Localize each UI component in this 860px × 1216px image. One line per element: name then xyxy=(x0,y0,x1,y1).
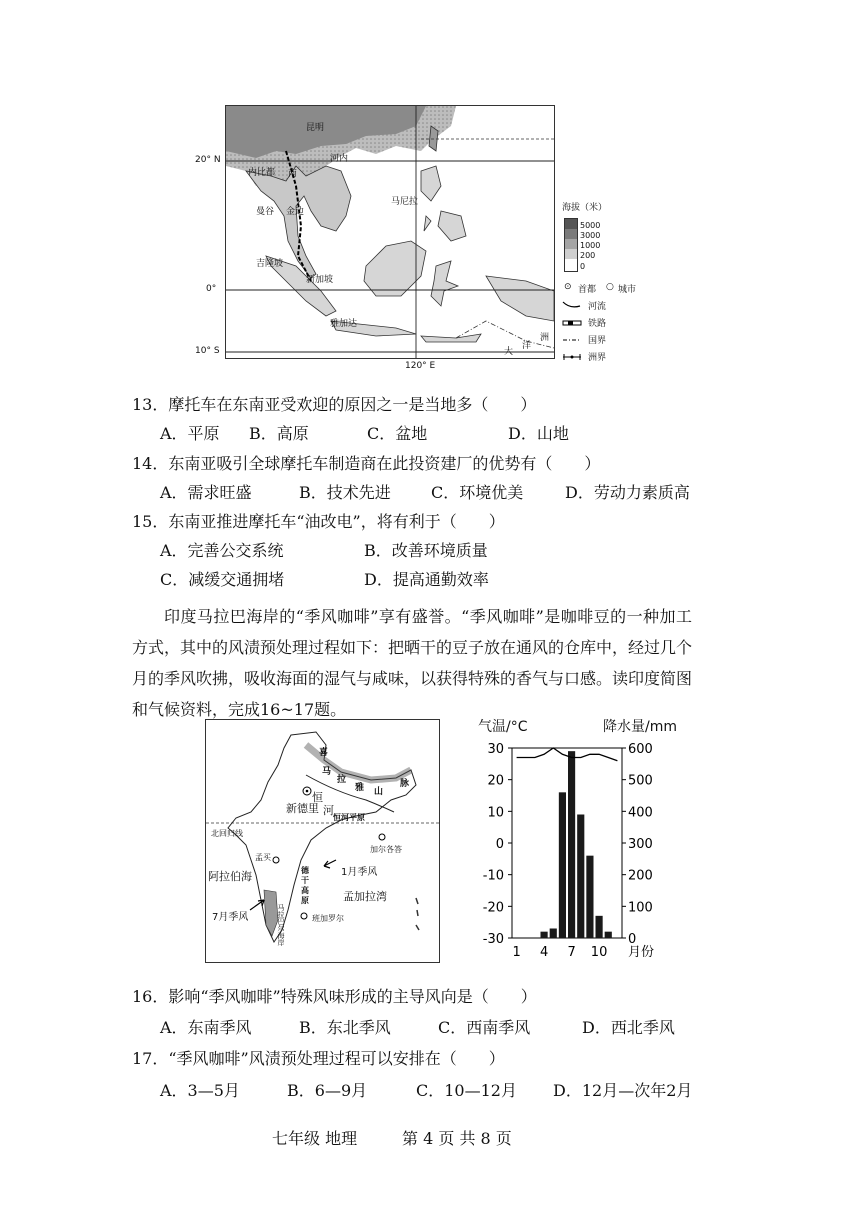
place-label: 曼谷 xyxy=(256,207,275,217)
himalaya-label: 山 xyxy=(374,787,384,797)
legend-national-border: 国界 xyxy=(588,336,607,346)
precip-tick-label: 500 xyxy=(628,773,653,789)
jul-monsoon-label: 7月季风 xyxy=(212,912,249,923)
place-label: 河内 xyxy=(330,154,349,164)
river-icon xyxy=(562,300,582,310)
gangetic-plain-label: 恒河平原 xyxy=(333,813,365,822)
temperature-line xyxy=(517,748,618,761)
option-a[interactable]: A．完善公交系统 xyxy=(160,541,284,560)
precip-bar xyxy=(577,815,584,939)
precip-bar xyxy=(541,932,548,938)
precip-tick-label: 100 xyxy=(628,900,653,916)
longitude-label: 120° E xyxy=(405,361,436,371)
precip-bar xyxy=(568,751,575,938)
jan-monsoon-label: 1月季风 xyxy=(341,867,378,878)
elevation-level: 0 xyxy=(580,262,586,271)
option-d[interactable]: D．山地 xyxy=(508,424,569,443)
elevation-scale xyxy=(564,218,578,272)
month-unit-label: 月份 xyxy=(628,945,655,960)
place-label: 昆明 xyxy=(306,123,325,133)
temp-tick-label: 30 xyxy=(487,742,504,757)
precip-axis-label: 降水量/mm xyxy=(603,719,677,735)
place-label: 洋 xyxy=(522,341,532,351)
place-label: 大 xyxy=(504,347,514,357)
precip-tick-label: 200 xyxy=(628,868,653,884)
temp-tick-label: 20 xyxy=(487,773,504,789)
question-16: 16．影响“季风咖啡”特殊风味形成的主导风向是（ ） xyxy=(132,987,537,1006)
bengaluru-label: 班加罗尔 xyxy=(312,914,344,923)
option-b[interactable]: B．技术先进 xyxy=(299,483,391,502)
place-label: 马尼拉 xyxy=(391,197,419,207)
precip-bar xyxy=(559,792,566,938)
option-a[interactable]: A．东南季风 xyxy=(160,1018,252,1037)
precip-tick-label: 400 xyxy=(628,805,653,821)
legend-continent-border: 洲界 xyxy=(588,353,607,363)
option-b[interactable]: B．东北季风 xyxy=(299,1018,391,1037)
deccan-label: 干 xyxy=(301,876,309,885)
place-label: 雅加达 xyxy=(330,319,358,329)
place-label: 金边 xyxy=(286,207,305,217)
railway-icon xyxy=(562,319,582,327)
month-tick-label: 1 xyxy=(512,945,521,960)
legend-title: 海拔（米） xyxy=(562,203,608,213)
option-c[interactable]: C．减缓交通拥堵 xyxy=(160,570,285,589)
reading-passage: 印度马拉巴海岸的“季风咖啡”享有盛誉。“季风咖啡”是咖啡豆的一种加工方式，其中的风渍预处理过程如下：把晒干的豆子放在通风的仓库中，经过几个月的季风吹拂，吸收海面的湿气与咸味，以获得特殊的香气与口感。读印度简图和气候资料，完成16~17题。 xyxy=(132,607,693,719)
legend-capital: 首都 xyxy=(578,285,597,295)
footer-page-number: 第 4 页 共 8 页 xyxy=(402,1129,512,1148)
temp-tick-label: -30 xyxy=(482,932,504,947)
precip-tick-label: 0 xyxy=(628,932,637,947)
new-delhi-label: 新德里 xyxy=(286,802,319,815)
southeast-asia-map-figure xyxy=(190,105,660,375)
footer-subject: 七年级 地理 xyxy=(272,1129,358,1148)
southeast-asia-map xyxy=(225,105,555,359)
option-a[interactable]: A．3—5月 xyxy=(160,1081,240,1100)
latitude-label: 10° S xyxy=(195,346,220,356)
precip-bar xyxy=(605,932,612,938)
place-label: 吉隆坡 xyxy=(256,259,284,269)
temp-tick-label: -10 xyxy=(482,868,504,884)
india-map xyxy=(205,719,440,963)
option-c[interactable]: C．盆地 xyxy=(367,424,428,443)
place-label: 南 xyxy=(288,169,298,179)
deccan-label: 原 xyxy=(301,896,309,905)
option-c[interactable]: C．环境优美 xyxy=(431,483,524,502)
himalaya-label: 喜 xyxy=(319,748,329,758)
latitude-label: 20° N xyxy=(195,155,221,165)
option-b[interactable]: B．6—9月 xyxy=(287,1081,368,1100)
mumbai-label: 孟买 xyxy=(255,853,271,862)
deccan-label: 高 xyxy=(301,886,309,895)
elevation-level: 200 xyxy=(580,251,596,260)
precip-tick-label: 300 xyxy=(628,837,653,852)
climate-chart xyxy=(470,716,685,966)
question-15: 15．东南亚推进摩托车“油改电”，将有利于（ ） xyxy=(132,512,505,531)
city-icon: ○ xyxy=(606,282,614,292)
arabian-sea-label: 阿拉伯海 xyxy=(208,870,252,883)
himalaya-label: 马 xyxy=(322,767,332,777)
month-tick-label: 10 xyxy=(590,945,608,960)
elevation-level: 5000 xyxy=(580,221,601,230)
southeast-asia-map-svg xyxy=(226,106,554,358)
option-b[interactable]: B．改善环境质量 xyxy=(364,541,488,560)
month-tick-label: 4 xyxy=(539,945,549,960)
latitude-label: 0° xyxy=(206,284,217,294)
question-13: 13．摩托车在东南亚受欢迎的原因之一是当地多（ ） xyxy=(132,395,537,414)
precip-bar xyxy=(586,856,593,938)
himalaya-label: 雅 xyxy=(355,783,365,793)
bay-label: 孟加拉湾 xyxy=(343,890,387,903)
option-c[interactable]: C．10—12月 xyxy=(416,1081,517,1100)
himalaya-label: 脉 xyxy=(400,779,410,789)
malabar-label: 马拉巴尔海岸 xyxy=(277,904,285,946)
elevation-level: 3000 xyxy=(580,231,601,240)
kolkata-label: 加尔各答 xyxy=(370,845,402,854)
river-label: 恒 xyxy=(312,791,323,804)
option-a[interactable]: A．平原 xyxy=(160,424,220,443)
place-label: 新加坡 xyxy=(306,275,334,285)
continent-border-icon xyxy=(562,353,582,361)
month-tick-label: 7 xyxy=(567,945,576,960)
option-d[interactable]: D．提高通勤效率 xyxy=(364,570,489,589)
precip-bar xyxy=(550,929,557,939)
question-17: 17．“季风咖啡”风渍预处理过程可以安排在（ ） xyxy=(132,1049,505,1068)
tropic-label: 北回归线 xyxy=(211,829,243,838)
legend-river: 河流 xyxy=(588,302,607,312)
option-d[interactable]: D．西北季风 xyxy=(582,1018,675,1037)
plot-area xyxy=(512,748,622,938)
deccan-label: 德 xyxy=(301,866,309,875)
border-icon xyxy=(562,337,582,343)
climate-chart-svg xyxy=(470,716,685,966)
temp-axis-label: 气温/°C xyxy=(478,719,528,735)
temp-tick-label: 10 xyxy=(487,805,504,821)
map-legend xyxy=(562,200,662,370)
option-b[interactable]: B．高原 xyxy=(249,424,309,443)
capital-icon: ⊙ xyxy=(564,282,572,292)
river-label: 河 xyxy=(323,804,334,817)
himalaya-label: 拉 xyxy=(337,775,347,785)
option-a[interactable]: A．需求旺盛 xyxy=(160,483,252,502)
option-c[interactable]: C．西南季风 xyxy=(438,1018,531,1037)
precip-tick-label: 600 xyxy=(628,742,653,757)
temp-tick-label: 0 xyxy=(495,837,504,852)
option-d[interactable]: D．12月—次年2月 xyxy=(553,1081,693,1100)
precip-bar xyxy=(596,916,603,938)
legend-city: 城市 xyxy=(618,285,637,295)
question-14: 14．东南亚吸引全球摩托车制造商在此投资建厂的优势有（ ） xyxy=(132,454,601,473)
temp-tick-label: -20 xyxy=(482,900,504,916)
option-d[interactable]: D．劳动力素质高 xyxy=(565,483,690,502)
legend-railway: 铁路 xyxy=(588,319,607,329)
place-label: 内比都 xyxy=(248,168,276,178)
place-label: 洲 xyxy=(540,333,550,343)
elevation-level: 1000 xyxy=(580,241,601,250)
